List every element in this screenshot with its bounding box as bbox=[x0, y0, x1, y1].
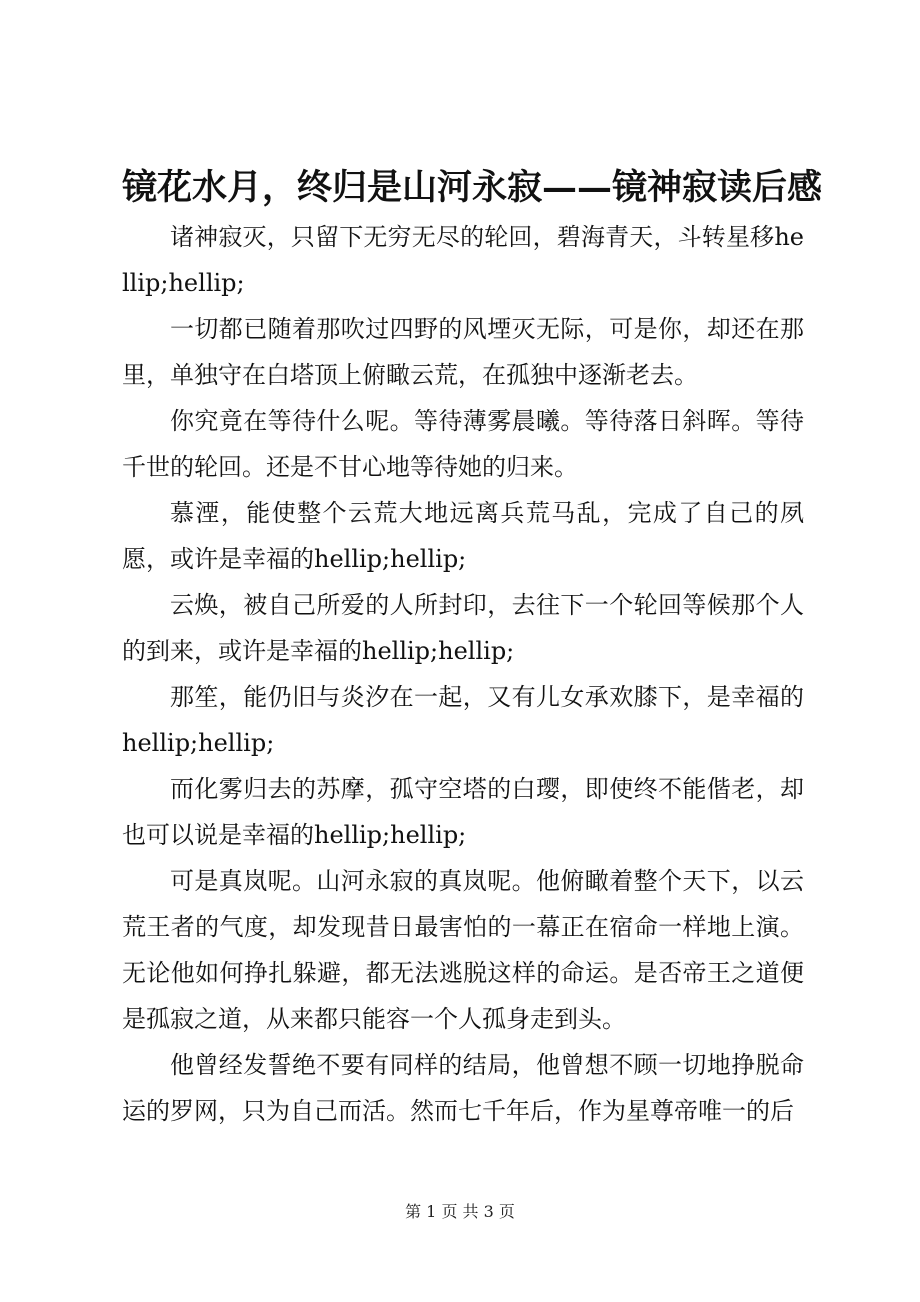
paragraph: 你究竟在等待什么呢。等待薄雾晨曦。等待落日斜晖。等待千世的轮回。还是不甘心地等待她的归来。 bbox=[122, 407, 804, 481]
paragraph: 他曾经发誓绝不要有同样的结局，他曾想不顾一切地挣脱命运的罗网，只为自己而活。然而七千年后，作为星尊帝唯一的后 bbox=[122, 1051, 804, 1125]
paragraph: 云焕，被自己所爱的人所封印，去往下一个轮回等候那个人的到来，或许是幸福的hellip;hellip; bbox=[122, 591, 804, 665]
page-footer bbox=[0, 1200, 920, 1224]
paragraph: 可是真岚呢。山河永寂的真岚呢。他俯瞰着整个天下，以云荒王者的气度，却发现昔日最害怕的一幕正在宿命一样地上演。无论他如何挣扎躲避，都无法逃脱这样的命运。是否帝王之道便是孤寂之道，从来都只能容一个人孤身走到头。 bbox=[122, 867, 804, 1033]
paragraph: 那笙，能仍旧与炎汐在一起，又有儿女承欢膝下，是幸福的hellip;hellip; bbox=[122, 683, 804, 757]
page-number: 第 1 页 共 3 页 bbox=[405, 1202, 515, 1221]
paragraph: 而化雾归去的苏摩，孤守空塔的白璎，即使终不能偕老，却也可以说是幸福的hellip;hellip; bbox=[122, 775, 804, 849]
paragraph: 一切都已随着那吹过四野的风堙灭无际，可是你，却还在那里，单独守在白塔顶上俯瞰云荒，在孤独中逐渐老去。 bbox=[122, 315, 804, 389]
document-title: 镜花水月，终归是山河永寂——镜神寂读后感 bbox=[122, 167, 823, 208]
paragraph: 慕湮，能使整个云荒大地远离兵荒马乱，完成了自己的夙愿，或许是幸福的hellip;hellip; bbox=[122, 499, 804, 573]
paragraph: 诸神寂灭，只留下无穷无尽的轮回，碧海青天，斗转星移hellip;hellip; bbox=[122, 223, 804, 297]
document-body bbox=[122, 214, 804, 1134]
